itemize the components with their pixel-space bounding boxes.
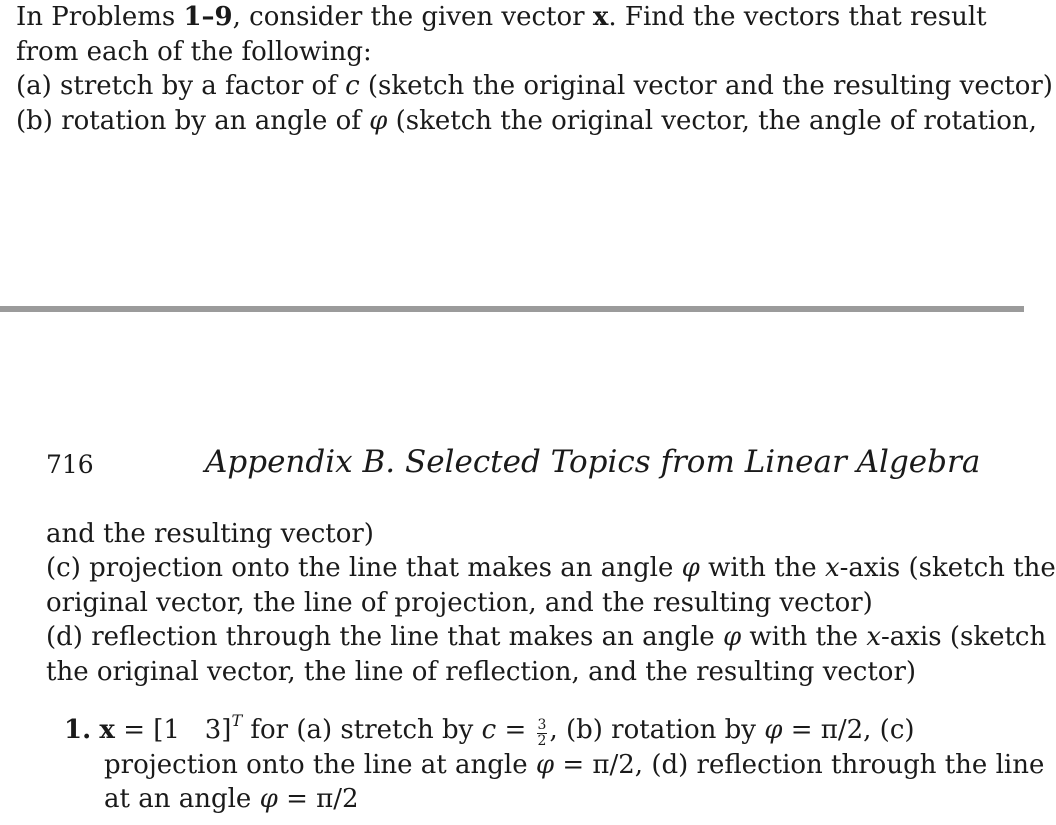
part-b-text: (b) rotation by an angle of [16, 106, 370, 136]
problem-text: , (b) rotation by [549, 715, 765, 745]
equals: = [114, 715, 154, 745]
part-a-text: (sketch the original vector and the resulting vector) [359, 71, 1053, 101]
problem-range: 1–9 [183, 2, 233, 32]
var-phi: φ [681, 553, 700, 583]
problem-text: = π/2, (d) reflection through the line [554, 750, 1045, 780]
problem-1-line-1 [64, 713, 915, 749]
vector-x: x [99, 715, 115, 745]
var-x: x [866, 622, 881, 652]
var-phi: φ [764, 715, 783, 745]
page-number: 716 [46, 450, 94, 479]
var-phi: φ [369, 106, 388, 136]
cont-line-3: original vector, the line of projection, and the resulting vector) [46, 588, 873, 618]
cont-line-5: the original vector, the line of reflection, and the resulting vector) [46, 657, 917, 687]
intro-text: In Problems [16, 2, 184, 32]
vector-x: x [592, 2, 609, 32]
intro-text: . Find the vectors that result [608, 2, 987, 32]
part-c-line [46, 551, 1056, 586]
part-b-text: (sketch the original vector, the angle of rotation, [387, 106, 1037, 136]
part-c-text: with the [699, 553, 825, 583]
transpose: T [231, 711, 243, 730]
intro-text: , consider the given vector [232, 2, 593, 32]
part-a-text: (a) stretch by a factor of [16, 71, 346, 101]
vector-value: [1 3] [153, 715, 232, 745]
part-b-line [16, 104, 1037, 139]
problem-text: = π/2, (c) [782, 715, 915, 745]
cont-line-1: and the resulting vector) [46, 519, 374, 549]
var-c: c [481, 715, 497, 745]
part-d-text: (d) reflection through the line that makes an angle [46, 622, 723, 652]
var-phi: φ [259, 784, 278, 814]
fraction-numerator: 3 [537, 717, 547, 733]
problem-text: at an angle [104, 784, 260, 814]
problem-text: projection onto the line at angle [104, 750, 536, 780]
part-c-text: (c) projection onto the line that makes an angle [46, 553, 682, 583]
part-d-text: -axis (sketch [880, 622, 1047, 652]
var-phi: φ [722, 622, 742, 652]
problem-text: for (a) stretch by [242, 715, 482, 745]
problem-text: = π/2 [277, 784, 359, 814]
fraction-denominator: 2 [537, 733, 547, 749]
intro-line-1 [16, 0, 987, 35]
fraction-three-halves [537, 718, 548, 749]
part-d-line [46, 620, 1046, 655]
intro-line-2: from each of the following: [16, 37, 372, 67]
part-a-line [16, 69, 1053, 104]
problem-1-line-2 [104, 748, 1044, 783]
equals: = [496, 715, 535, 745]
page-separator [0, 306, 1024, 312]
part-c-text: -axis (sketch the [839, 553, 1056, 583]
part-d-text: with the [741, 622, 867, 652]
problem-number: 1. [64, 715, 92, 745]
running-header: Appendix B. Selected Topics from Linear Algebra [205, 444, 981, 480]
var-x: x [824, 553, 840, 583]
var-phi: φ [535, 750, 555, 780]
var-c: c [345, 71, 360, 101]
problem-1-line-3 [104, 782, 359, 817]
